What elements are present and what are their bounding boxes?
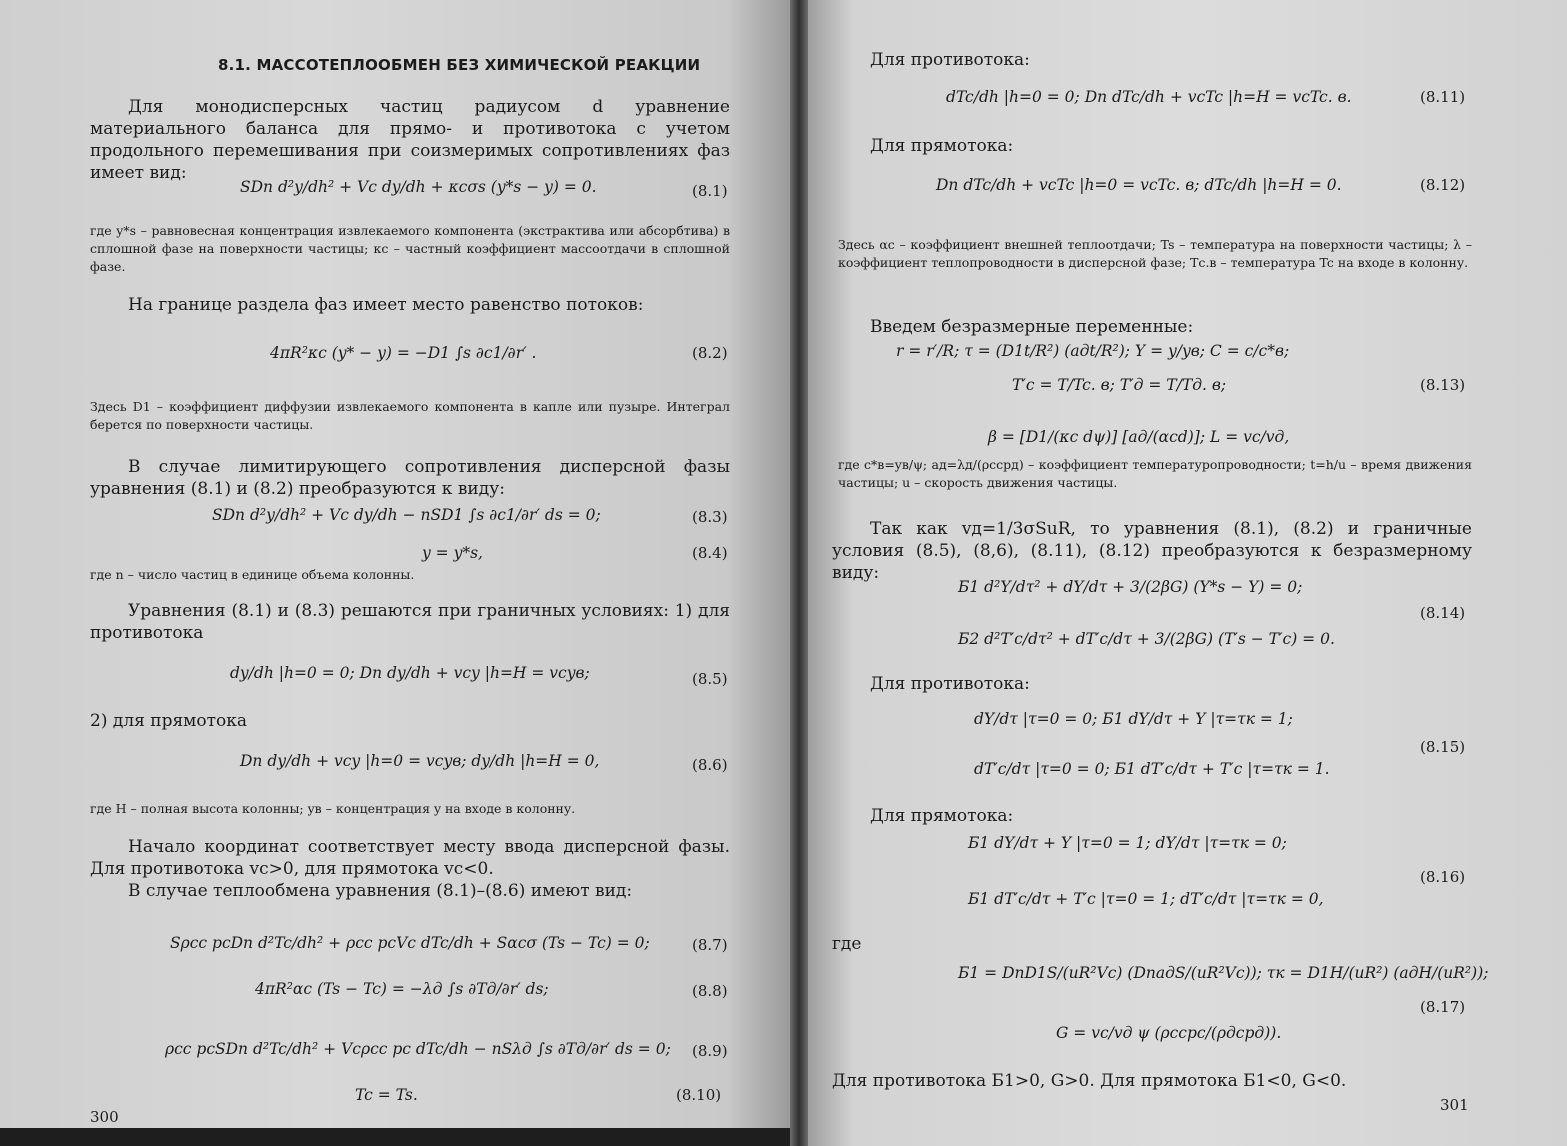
- equation-number: (8.5): [692, 670, 728, 688]
- paragraph: 2) для прямотока: [90, 711, 248, 731]
- text-label: где: [832, 934, 862, 954]
- equation-8-14a: Б1 d²Y/dτ² + dY/dτ + 3/(2βG) (Y*s − Y) = 0;: [958, 578, 1303, 596]
- equation-number: (8.8): [692, 982, 728, 1000]
- paragraph: В случае теплообмена уравнения (8.1)–(8.6) имеют вид:: [128, 881, 633, 901]
- paragraph: Уравнения (8.1) и (8.3) решаются при граничных условиях: 1) для противотока: [90, 601, 730, 643]
- equation-number: (8.12): [1420, 176, 1466, 194]
- page-number: 301: [1440, 1096, 1469, 1114]
- equation-variables: β = [D1/(κc dψ)] [aд/(αcd)]; L = vc/vд,: [988, 428, 1290, 446]
- equation-number: (8.1): [692, 182, 728, 200]
- equation-8-16a: Б1 dY/dτ + Y |τ=0 = 1; dY/dτ |τ=τк = 0;: [968, 834, 1287, 852]
- text-label: Для противотока:: [870, 50, 1030, 70]
- equation-8-8: 4πR²αc (Ts − Tc) = −λд ∫s ∂Tд/∂r′ ds;: [255, 980, 549, 998]
- equation-8-7: Sρcc pcDп d²Tc/dh² + ρcc pcVc dTc/dh + Sαcσ (Ts − Tc) = 0;: [170, 934, 650, 952]
- footnote-text: где c*в=yв/ψ; aд=λд/(ρccpд) – коэффициент температуропроводности; t=h/u – время движения частицы; u – скорость движения частицы.: [838, 457, 1472, 490]
- section-heading: 8.1. МАССОТЕПЛООБМЕН БЕЗ ХИМИЧЕСКОЙ РЕАКЦИИ: [218, 56, 701, 74]
- text-label: Для прямотока:: [870, 136, 1014, 156]
- equation-8-3: SDп d²y/dh² + Vc dy/dh − nSD1 ∫s ∂c1/∂r′ ds = 0;: [212, 506, 601, 524]
- equation-8-17b: G = vc/vд ψ (ρccpc/(ρдcpд)).: [1056, 1024, 1282, 1042]
- equation-number: (8.10): [676, 1086, 722, 1104]
- equation-number: (8.11): [1420, 88, 1466, 106]
- footnote-text: где H – полная высота колонны; yв – концентрация y на входе в колонну.: [90, 801, 576, 816]
- paragraph: Так как vд=1/3σSuR, то уравнения (8.1), (8.2) и граничные условия (8.5), (8,6), (8.11), (8.12) преобразуются к безразмерному виду:: [832, 519, 1472, 583]
- equation-8-11: dTc/dh |h=0 = 0; Dп dTc/dh + vcTc |h=H = vcTc. в.: [946, 88, 1352, 106]
- equation-8-15b: dT′c/dτ |τ=0 = 0; Б1 dT′c/dτ + T′c |τ=τк = 1.: [974, 760, 1330, 778]
- equation-8-16b: Б1 dT′c/dτ + T′c |τ=0 = 1; dT′c/dτ |τ=τк = 0,: [968, 890, 1324, 908]
- paragraph: Для противотока Б1>0, G>0. Для прямотока Б1<0, G<0.: [832, 1071, 1347, 1091]
- equation-8-4: y = y*s,: [422, 544, 483, 562]
- equation-variables: r = r′/R; τ = (D1t/R²) (aдt/R²); Y = y/yв; C = c/c*в;: [896, 342, 1290, 360]
- equation-8-15a: dY/dτ |τ=0 = 0; Б1 dY/dτ + Y |τ=τк = 1;: [974, 710, 1293, 728]
- paragraph: В случае лимитирующего сопротивления дисперсной фазы уравнения (8.1) и (8.2) преобразуются к виду:: [90, 457, 730, 499]
- equation-number: (8.17): [1420, 998, 1466, 1016]
- text-label: Для прямотока:: [870, 806, 1014, 826]
- equation-8-14b: Б2 d²T′c/dτ² + dT′c/dτ + 3/(2βG) (T′s − T′c) = 0.: [958, 630, 1335, 648]
- paragraph: На границе раздела фаз имеет место равенство потоков:: [128, 295, 644, 315]
- footnote-text: Здесь αc – коэффициент внешней теплоотдачи; Ts – температура на поверхности частицы; λ – коэффициент теплопроводности в дисперсной фазе; Tс.в – температура Tc на входе в колонну.: [838, 237, 1472, 270]
- equation-number: (8.2): [692, 344, 728, 362]
- footnote-text: где y*s – равновесная концентрация извлекаемого компонента (экстрактива или абсорбтива) в сплошной фазе на поверхности частицы; κc – частный коэффициент массоотдачи в сплошной фазе.: [90, 223, 730, 274]
- equation-number: (8.14): [1420, 604, 1466, 622]
- equation-8-5: dy/dh |h=0 = 0; Dп dy/dh + vcy |h=H = vcyв;: [230, 664, 590, 682]
- paragraph: Для монодисперсных частиц радиусом d уравнение материального баланса для прямо- и противотока с учетом продольного перемешивания при соизмеримых сопротивлениях фаз имеет вид:: [90, 97, 730, 183]
- equation-8-1: SDп d²y/dh² + Vc dy/dh + κcσs (y*s − y) = 0.: [240, 178, 597, 196]
- equation-8-6: Dп dy/dh + vcy |h=0 = vcyв; dy/dh |h=H = 0,: [240, 752, 600, 770]
- equation-number: (8.13): [1420, 376, 1466, 394]
- scan-bottom-edge: [0, 1128, 790, 1146]
- equation-number: (8.16): [1420, 868, 1466, 886]
- footnote-text: Здесь D1 – коэффициент диффузии извлекаемого компонента в капле или пузыре. Интеграл берется по поверхности частицы.: [90, 399, 730, 432]
- text-label: Для противотока:: [870, 674, 1030, 694]
- equation-number: (8.7): [692, 936, 728, 954]
- right-page: [808, 0, 1567, 1146]
- equation-number: (8.9): [692, 1042, 728, 1060]
- equation-8-10: Tc = Ts.: [355, 1086, 418, 1104]
- equation-8-13: T′c = T/Tc. в; T′д = T/Tд. в;: [1012, 376, 1227, 394]
- page-number: 300: [90, 1108, 119, 1126]
- book-gutter: [790, 0, 808, 1146]
- footnote-text: где n – число частиц в единице объема колонны.: [90, 567, 415, 582]
- equation-8-12: Dп dTc/dh + vcTc |h=0 = vcTc. в; dTc/dh |h=H = 0.: [936, 176, 1342, 194]
- equation-number: (8.3): [692, 508, 728, 526]
- paragraph: Введем безразмерные переменные:: [870, 317, 1194, 337]
- equation-number: (8.6): [692, 756, 728, 774]
- equation-8-9: ρcc pcSDп d²Tc/dh² + Vcρcc pc dTc/dh − nSλд ∫s ∂Tд/∂r′ ds = 0;: [165, 1040, 671, 1058]
- equation-number: (8.4): [692, 544, 728, 562]
- equation-number: (8.15): [1420, 738, 1466, 756]
- equation-8-17a: Б1 = DпD1S/(uR²Vc) (DпaдS/(uR²Vc)); τк = D1H/(uR²) (aдH/(uR²));: [958, 964, 1489, 982]
- equation-8-2: 4πR²κc (y* − y) = −D1 ∫s ∂c1/∂r′ .: [270, 344, 537, 362]
- paragraph: Начало координат соответствует месту ввода дисперсной фазы. Для противотока vc>0, для прямотока vc<0.: [90, 837, 730, 879]
